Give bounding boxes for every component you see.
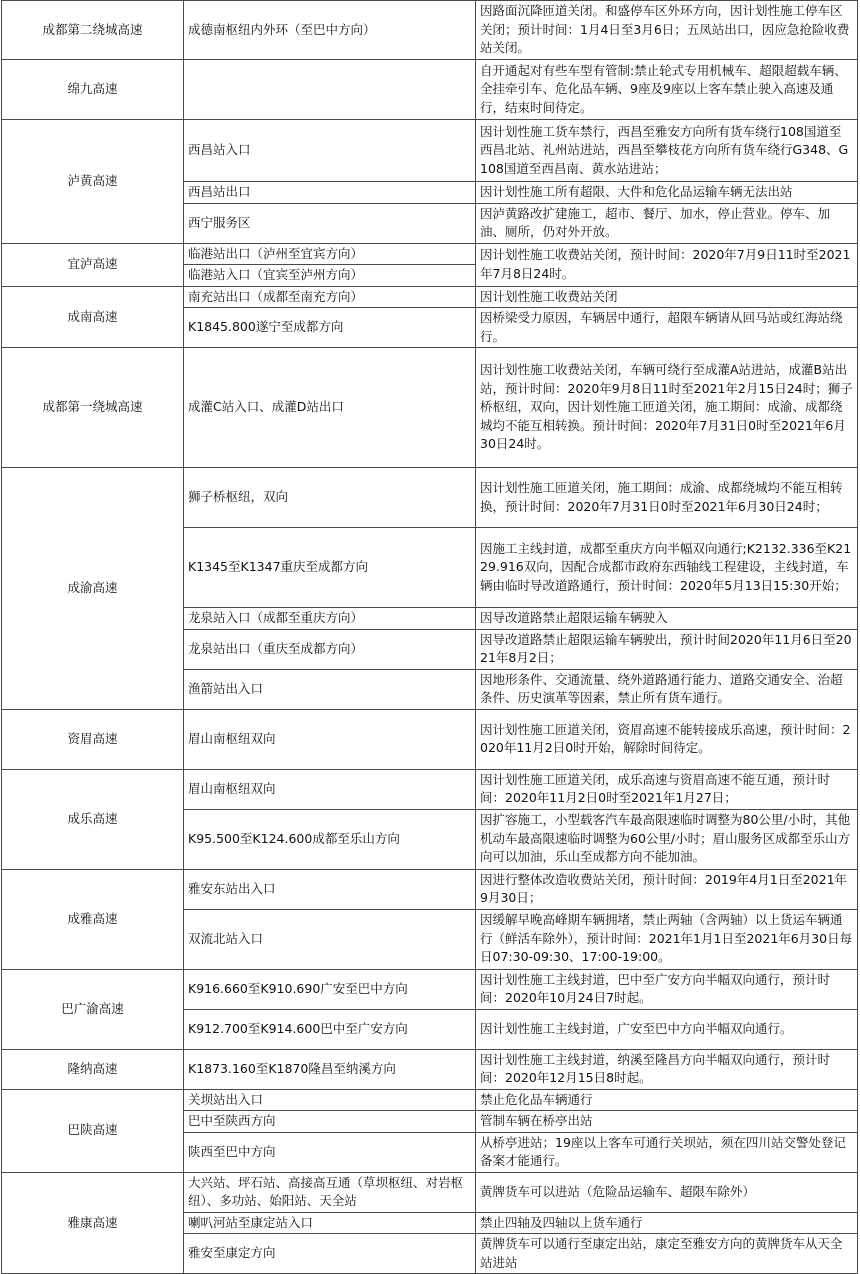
- table-row: [2, 60, 858, 120]
- info-cell: 因桥梁受力原因，车辆居中通行，超限车辆请从回马站或红海站绕行。: [476, 308, 858, 348]
- location-cell: 临港站入口（宜宾至泸州方向）: [184, 265, 476, 287]
- info-cell: 因计划性施工收费站关闭: [476, 286, 858, 308]
- highway-name: 成渝高速: [2, 468, 184, 710]
- info-cell: 因缓解早晚高峰期车辆拥堵，禁止两轴（含两轴）以上货运车辆通行（鲜活车除外），预计时间：2021年1月1日至2021年6月30日每日07:30-09:30、17:00-19:00。: [476, 909, 858, 969]
- info-cell: 因扩容施工，小型载客汽车最高限速临时调整为80公里/小时，其他机动车最高限速临时调整为60公里/小时；眉山服务区成都至乐山方向可以加油，乐山至成都方向不能加油。: [476, 809, 858, 869]
- highway-name: 资眉高速: [2, 709, 184, 769]
- info-cell: 因泸黄路改扩建施工，超市、餐厅、加水，停止营业。停车、加油、厕所，仍对外开放。: [476, 203, 858, 243]
- location-cell: 成德南枢纽内外环（至巴中方向）: [184, 1, 476, 60]
- info-cell: 因施工主线封道，成都至重庆方向半幅双向通行;K2132.336至K2129.916双向，因配合成都市政府东西轴线工程建设，主线封道，车辆由临时导改道路通行，预计时间：2020年5月13日15:30开始；: [476, 528, 858, 608]
- location-cell: 临港站出口（泸州至宜宾方向）: [184, 243, 476, 265]
- location-cell: 陕西至巴中方向: [184, 1132, 476, 1172]
- info-cell: 禁止四轴及四轴以上货车通行: [476, 1212, 858, 1234]
- location-cell: 眉山南枢纽双向: [184, 709, 476, 769]
- info-cell: 因进行整体改造收费站关闭，预计时间：2019年4月1日至2021年9月30日；: [476, 869, 858, 909]
- info-cell: 黄牌货车可以通行至康定出站，康定至雅安方向的黄牌货车从天全站进站: [476, 1234, 858, 1274]
- location-cell: 狮子桥枢纽，双向: [184, 468, 476, 528]
- location-cell: 龙泉站出口（重庆至成都方向）: [184, 629, 476, 669]
- location-cell: K916.660至K910.690广安至巴中方向: [184, 969, 476, 1009]
- location-cell: 雅安东站出入口: [184, 869, 476, 909]
- info-cell: 因计划性施工主线封道，巴中至广安方向半幅双向通行，预计时间：2020年10月24日7时起。: [476, 969, 858, 1009]
- table-row: [2, 286, 858, 308]
- location-cell: 西昌站出口: [184, 182, 476, 204]
- highway-name: 巴陕高速: [2, 1089, 184, 1172]
- highway-name: 绵九高速: [2, 60, 184, 120]
- location-cell: 关坝站出入口: [184, 1089, 476, 1111]
- location-cell: 眉山南枢纽双向: [184, 769, 476, 809]
- location-cell: K1345至K1347重庆至成都方向: [184, 528, 476, 608]
- table-row: [2, 1, 858, 60]
- info-cell: 因计划性施工匝道关闭，施工期间：成渝、成都绕城均不能互相转换，预计时间：2020年7月31日0时至2021年6月30日24时；: [476, 468, 858, 528]
- info-cell: 因计划性施工货车禁行，西昌至雅安方向所有货车绕行108国道至西昌北站、礼州站进站，西昌至攀枝花方向所有货车绕行G348、G108国道至西昌南、黄水站进站；: [476, 120, 858, 182]
- table-row: [2, 969, 858, 1009]
- highway-name: 成雅高速: [2, 869, 184, 969]
- highway-name: 雅康高速: [2, 1172, 184, 1274]
- location-cell: 雅安至康定方向: [184, 1234, 476, 1274]
- location-cell: 西宁服务区: [184, 203, 476, 243]
- table-row: [2, 468, 858, 528]
- info-cell: 因计划性施工收费站关闭，车辆可绕行至成灌A站进站，成灌B站出站，预计时间：2020年9月8日11时至2021年2月15日24时；狮子桥枢纽，双向，因计划性施工匝道关闭，施工期间：成渝、成都绕城均不能互相转换。预计时间：2020年7月31日0时至2021年6月30日24时。: [476, 348, 858, 468]
- location-cell: 喇叭河站至康定站入口: [184, 1212, 476, 1234]
- location-cell: 渔箭站出入口: [184, 669, 476, 709]
- location-cell: 大兴站、坪石站、高接高互通（草坝枢纽、对岩枢纽）、多功站、始阳站、天全站: [184, 1172, 476, 1212]
- location-cell: 成灌C站入口、成灌D站出口: [184, 348, 476, 468]
- highway-name: 成都第一绕城高速: [2, 348, 184, 468]
- table-row: [2, 1049, 858, 1089]
- highway-name: 宜泸高速: [2, 243, 184, 286]
- info-cell: 因计划性施工所有超限、大件和危化品运输车辆无法出站: [476, 182, 858, 204]
- location-cell: K1873.160至K1870隆昌至纳溪方向: [184, 1049, 476, 1089]
- location-cell: [184, 60, 476, 120]
- info-cell: 从桥亭进站；19座以上客车可通行关坝站，须在四川站交警处登记备案才能通行。: [476, 1132, 858, 1172]
- location-cell: 南充站出口（成都至南充方向）: [184, 286, 476, 308]
- location-cell: K1845.800遂宁至成都方向: [184, 308, 476, 348]
- info-cell: 因计划性施工匝道关闭，成乐高速与资眉高速不能互通，预计时间：2020年11月2日0时至2021年1月27日；: [476, 769, 858, 809]
- info-cell: 因路面沉降匝道关闭。和盛停车区外环方向，因计划性施工停车区关闭；预计时间：1月4日至3月6日；五凤站出口，因应急抢险收费站关闭。: [476, 1, 858, 60]
- info-cell: 因计划性施工收费站关闭，预计时间：2020年7月9日11时至2021年7月8日24时。: [476, 243, 858, 286]
- info-cell: 因计划性施工主线封道，纳溪至隆昌方向半幅双向通行，预计时间：2020年12月15日8时起。: [476, 1049, 858, 1089]
- info-cell: 因计划性施工主线封道，广安至巴中方向半幅双向通行。: [476, 1009, 858, 1049]
- table-row: [2, 120, 858, 182]
- location-cell: 西昌站入口: [184, 120, 476, 182]
- highway-name: 成南高速: [2, 286, 184, 348]
- table-row: [2, 769, 858, 809]
- info-cell: 因地形条件、交通流量、绕外道路通行能力、道路交通安全、治超条件、历史演革等因素，禁止所有货车通行。: [476, 669, 858, 709]
- highway-name: 巴广渝高速: [2, 969, 184, 1049]
- info-cell: 管制车辆在桥亭出站: [476, 1111, 858, 1133]
- road-status-table: [1, 0, 858, 1274]
- info-cell: 黄牌货车可以进站（危险品运输车、超限车除外）: [476, 1172, 858, 1212]
- table-row: [2, 243, 858, 265]
- highway-name: 成都第二绕城高速: [2, 1, 184, 60]
- info-cell: 禁止危化品车辆通行: [476, 1089, 858, 1111]
- info-cell: 因导改道路禁止超限运输车辆驶入: [476, 608, 858, 630]
- table-row: [2, 1172, 858, 1212]
- highway-name: 泸黄高速: [2, 120, 184, 244]
- location-cell: 巴中至陕西方向: [184, 1111, 476, 1133]
- table-row: [2, 1089, 858, 1111]
- table-row: [2, 709, 858, 769]
- location-cell: 龙泉站入口（成都至重庆方向）: [184, 608, 476, 630]
- location-cell: K95.500至K124.600成都至乐山方向: [184, 809, 476, 869]
- table-row: [2, 348, 858, 468]
- table-row: [2, 869, 858, 909]
- highway-name: 成乐高速: [2, 769, 184, 869]
- location-cell: K912.700至K914.600巴中至广安方向: [184, 1009, 476, 1049]
- location-cell: 双流北站入口: [184, 909, 476, 969]
- info-cell: 因导改道路禁止超限运输车辆驶出，预计时间2020年11月6日至2021年8月2日；: [476, 629, 858, 669]
- info-cell: 因计划性施工匝道关闭，资眉高速不能转接成乐高速，预计时间：2020年11月2日0时开始，解除时间待定。: [476, 709, 858, 769]
- highway-name: 隆纳高速: [2, 1049, 184, 1089]
- info-cell: 自开通起对有些车型有管制:禁止轮式专用机械车、超限超载车辆、全挂牵引车、危化品车辆、9座及9座以上客车禁止驶入高速及通行，结束时间待定。: [476, 60, 858, 120]
